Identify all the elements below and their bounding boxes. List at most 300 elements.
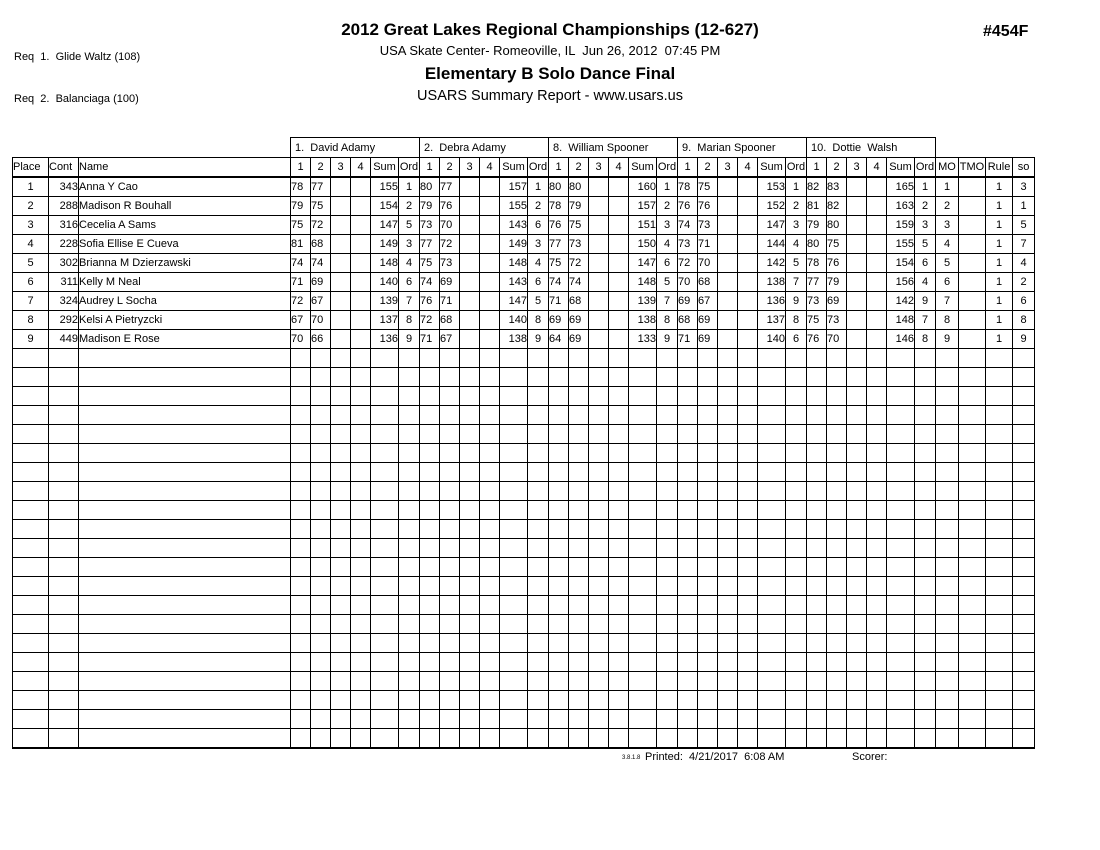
score4-cell xyxy=(351,254,371,273)
score4-cell xyxy=(480,425,500,444)
skater-name-cell xyxy=(79,387,291,406)
ordinal-cell: 6 xyxy=(528,216,549,235)
score2-cell xyxy=(698,577,718,596)
place-cell xyxy=(13,463,49,482)
score2-cell xyxy=(440,349,460,368)
score4-cell xyxy=(867,501,887,520)
score3-cell xyxy=(718,177,738,197)
score1-cell xyxy=(291,634,311,653)
requirement-1: Req 1. Glide Waltz (108) xyxy=(14,51,141,63)
score1-cell: 75 xyxy=(807,311,827,330)
score2-cell xyxy=(827,349,847,368)
score4-cell xyxy=(738,254,758,273)
score3-cell xyxy=(331,273,351,292)
score4-cell xyxy=(867,539,887,558)
ordinal-cell: 7 xyxy=(786,273,807,292)
sum-cell: 138 xyxy=(758,273,786,292)
score2-cell: 80 xyxy=(827,216,847,235)
ordinal-cell: 3 xyxy=(528,235,549,254)
mo-cell xyxy=(936,349,959,368)
score1-cell xyxy=(807,558,827,577)
score1-cell xyxy=(807,615,827,634)
ordinal-cell xyxy=(657,653,678,672)
score3-cell xyxy=(847,558,867,577)
sum-cell xyxy=(887,558,915,577)
sum-cell: 140 xyxy=(500,311,528,330)
sum-cell: 157 xyxy=(500,177,528,197)
score4-cell xyxy=(480,216,500,235)
score1-cell: 71 xyxy=(549,292,569,311)
score4-cell xyxy=(480,558,500,577)
score4-cell xyxy=(738,273,758,292)
column-header-judge5-ord: Ord xyxy=(915,158,936,178)
rule-cell xyxy=(986,691,1013,710)
score3-cell xyxy=(718,368,738,387)
mo-cell xyxy=(936,691,959,710)
skater-name-cell xyxy=(79,406,291,425)
score1-cell xyxy=(678,349,698,368)
score3-cell xyxy=(460,273,480,292)
score3-cell xyxy=(460,634,480,653)
score4-cell xyxy=(351,292,371,311)
score4-cell xyxy=(609,444,629,463)
ordinal-cell xyxy=(786,482,807,501)
score4-cell xyxy=(738,235,758,254)
sum-cell xyxy=(500,387,528,406)
ordinal-cell: 3 xyxy=(915,216,936,235)
sum-cell: 140 xyxy=(371,273,399,292)
score3-cell xyxy=(460,235,480,254)
place-cell xyxy=(13,577,49,596)
sum-cell xyxy=(887,406,915,425)
score1-cell xyxy=(291,387,311,406)
sum-cell: 138 xyxy=(500,330,528,349)
score1-cell: 67 xyxy=(291,311,311,330)
score3-cell xyxy=(718,482,738,501)
ordinal-cell xyxy=(399,691,420,710)
ordinal-cell xyxy=(657,444,678,463)
ordinal-cell xyxy=(399,406,420,425)
sum-cell: 148 xyxy=(629,273,657,292)
score4-cell xyxy=(867,311,887,330)
judge-header-1: 1. David Adamy xyxy=(291,138,420,158)
score1-cell xyxy=(678,615,698,634)
column-header-cont: Cont xyxy=(49,158,79,178)
score3-cell xyxy=(847,729,867,749)
cont-cell: 288 xyxy=(49,197,79,216)
score4-cell xyxy=(480,254,500,273)
mo-cell xyxy=(936,444,959,463)
sum-cell xyxy=(758,558,786,577)
so-cell xyxy=(1013,558,1035,577)
so-cell xyxy=(1013,539,1035,558)
score1-cell xyxy=(678,539,698,558)
score3-cell xyxy=(331,691,351,710)
cont-cell xyxy=(49,406,79,425)
sum-cell xyxy=(371,634,399,653)
ordinal-cell xyxy=(786,444,807,463)
empty-row xyxy=(13,368,1035,387)
column-header-judge2-4: 4 xyxy=(480,158,500,178)
result-row-9 xyxy=(13,330,1035,349)
score1-cell xyxy=(678,691,698,710)
sum-cell xyxy=(887,615,915,634)
score2-cell xyxy=(440,634,460,653)
ordinal-cell: 6 xyxy=(657,254,678,273)
score3-cell xyxy=(460,311,480,330)
score2-cell: 79 xyxy=(827,273,847,292)
score3-cell xyxy=(331,444,351,463)
score4-cell xyxy=(867,729,887,749)
sum-cell xyxy=(887,349,915,368)
score3-cell xyxy=(589,349,609,368)
place-cell: 3 xyxy=(13,216,49,235)
score1-cell xyxy=(549,558,569,577)
score1-cell: 72 xyxy=(678,254,698,273)
place-cell: 4 xyxy=(13,235,49,254)
ordinal-cell xyxy=(786,349,807,368)
sum-cell xyxy=(887,425,915,444)
column-header-judge1-4: 4 xyxy=(351,158,371,178)
score2-cell: 73 xyxy=(827,311,847,330)
empty-row xyxy=(13,539,1035,558)
ordinal-cell xyxy=(786,729,807,749)
result-row-4 xyxy=(13,235,1035,254)
ordinal-cell xyxy=(399,634,420,653)
score3-cell xyxy=(331,653,351,672)
tmo-cell xyxy=(959,520,986,539)
score4-cell xyxy=(351,615,371,634)
score1-cell xyxy=(807,463,827,482)
mo-cell: 3 xyxy=(936,216,959,235)
sum-cell xyxy=(629,729,657,749)
score1-cell: 76 xyxy=(420,292,440,311)
score1-cell xyxy=(420,729,440,749)
score4-cell xyxy=(738,387,758,406)
cont-cell xyxy=(49,520,79,539)
score2-cell: 75 xyxy=(569,216,589,235)
sum-cell xyxy=(500,596,528,615)
score2-cell xyxy=(827,425,847,444)
empty-row xyxy=(13,444,1035,463)
score2-cell xyxy=(569,558,589,577)
sum-cell xyxy=(758,482,786,501)
score1-cell: 71 xyxy=(678,330,698,349)
score2-cell: 69 xyxy=(698,330,718,349)
score1-cell: 75 xyxy=(420,254,440,273)
sum-cell xyxy=(500,539,528,558)
score1-cell xyxy=(291,425,311,444)
cont-cell: 449 xyxy=(49,330,79,349)
score4-cell xyxy=(351,691,371,710)
ordinal-cell xyxy=(657,672,678,691)
ordinal-cell xyxy=(786,596,807,615)
score4-cell xyxy=(480,273,500,292)
score3-cell xyxy=(847,596,867,615)
so-cell: 1 xyxy=(1013,197,1035,216)
score4-cell xyxy=(738,368,758,387)
sum-cell: 147 xyxy=(500,292,528,311)
score1-cell xyxy=(549,672,569,691)
score2-cell xyxy=(827,482,847,501)
result-row-8 xyxy=(13,311,1035,330)
score3-cell xyxy=(847,444,867,463)
score3-cell xyxy=(331,387,351,406)
score4-cell xyxy=(609,577,629,596)
ordinal-cell xyxy=(786,577,807,596)
ordinal-cell xyxy=(786,463,807,482)
empty-row xyxy=(13,729,1035,749)
score1-cell: 80 xyxy=(420,177,440,197)
score1-cell xyxy=(549,539,569,558)
score1-cell xyxy=(807,482,827,501)
sum-cell xyxy=(758,691,786,710)
mo-cell: 9 xyxy=(936,330,959,349)
sum-cell xyxy=(758,672,786,691)
ordinal-cell: 9 xyxy=(657,330,678,349)
score3-cell xyxy=(847,406,867,425)
column-header-judge1-2: 2 xyxy=(311,158,331,178)
score3-cell xyxy=(331,349,351,368)
empty-row xyxy=(13,672,1035,691)
score3-cell xyxy=(847,691,867,710)
score3-cell xyxy=(460,197,480,216)
ordinal-cell: 8 xyxy=(528,311,549,330)
ordinal-cell xyxy=(399,349,420,368)
skater-name-cell xyxy=(79,615,291,634)
mo-cell xyxy=(936,615,959,634)
skater-name-cell: Cecelia A Sams xyxy=(79,216,291,235)
sum-cell: 149 xyxy=(500,235,528,254)
judge-header-4: 9. Marian Spooner xyxy=(678,138,807,158)
score1-cell: 70 xyxy=(678,273,698,292)
score2-cell xyxy=(569,406,589,425)
sum-cell xyxy=(500,729,528,749)
result-row-2 xyxy=(13,197,1035,216)
score2-cell xyxy=(569,710,589,729)
score1-cell xyxy=(678,406,698,425)
sum-cell xyxy=(371,444,399,463)
cont-cell xyxy=(49,425,79,444)
ordinal-cell xyxy=(399,425,420,444)
so-cell xyxy=(1013,615,1035,634)
score4-cell xyxy=(351,177,371,197)
score3-cell xyxy=(589,672,609,691)
sum-cell: 147 xyxy=(629,254,657,273)
event-title: Elementary B Solo Dance Final xyxy=(424,64,676,83)
rule-cell xyxy=(986,463,1013,482)
score2-cell: 67 xyxy=(698,292,718,311)
sum-cell xyxy=(500,653,528,672)
mo-cell: 5 xyxy=(936,254,959,273)
score4-cell xyxy=(738,615,758,634)
cont-cell xyxy=(49,634,79,653)
score4-cell xyxy=(738,672,758,691)
mo-cell xyxy=(936,501,959,520)
sum-cell xyxy=(758,710,786,729)
score2-cell xyxy=(569,387,589,406)
score2-cell xyxy=(827,539,847,558)
score4-cell xyxy=(609,539,629,558)
empty-row xyxy=(13,634,1035,653)
column-header-judge1-1: 1 xyxy=(291,158,311,178)
score2-cell xyxy=(311,406,331,425)
score3-cell xyxy=(718,634,738,653)
score1-cell: 74 xyxy=(291,254,311,273)
score3-cell xyxy=(460,577,480,596)
score1-cell xyxy=(678,425,698,444)
mo-cell xyxy=(936,368,959,387)
ordinal-cell xyxy=(915,577,936,596)
skater-name-cell xyxy=(79,444,291,463)
score4-cell xyxy=(480,177,500,197)
score2-cell: 72 xyxy=(311,216,331,235)
so-cell xyxy=(1013,653,1035,672)
score2-cell xyxy=(311,729,331,749)
score2-cell xyxy=(440,672,460,691)
score1-cell: 73 xyxy=(807,292,827,311)
skater-name-cell: Anna Y Cao xyxy=(79,177,291,197)
skater-name-cell: Brianna M Dzierzawski xyxy=(79,254,291,273)
rule-cell xyxy=(986,501,1013,520)
rule-cell xyxy=(986,425,1013,444)
score3-cell xyxy=(589,235,609,254)
score2-cell xyxy=(569,520,589,539)
score1-cell: 74 xyxy=(549,273,569,292)
score4-cell xyxy=(480,596,500,615)
score4-cell xyxy=(738,539,758,558)
score2-cell xyxy=(440,463,460,482)
column-header-tmo: TMO xyxy=(959,158,986,178)
score4-cell xyxy=(351,634,371,653)
result-row-6 xyxy=(13,273,1035,292)
score1-cell: 81 xyxy=(291,235,311,254)
score3-cell xyxy=(331,672,351,691)
column-header-judge1-3: 3 xyxy=(331,158,351,178)
score1-cell xyxy=(291,577,311,596)
venue-date-line: USA Skate Center- Romeoville, IL Jun 26, 2012 07:45 PM xyxy=(379,43,721,58)
mo-cell xyxy=(936,729,959,749)
score2-cell: 70 xyxy=(311,311,331,330)
ordinal-cell xyxy=(657,482,678,501)
rule-cell xyxy=(986,406,1013,425)
skater-name-cell: Madison E Rose xyxy=(79,330,291,349)
score4-cell xyxy=(351,387,371,406)
score3-cell xyxy=(331,577,351,596)
score1-cell xyxy=(549,596,569,615)
ordinal-cell: 2 xyxy=(786,197,807,216)
score1-cell xyxy=(420,634,440,653)
score3-cell xyxy=(847,273,867,292)
score4-cell xyxy=(867,216,887,235)
sum-cell: 146 xyxy=(887,330,915,349)
ordinal-cell: 2 xyxy=(528,197,549,216)
score1-cell xyxy=(291,368,311,387)
sum-cell xyxy=(887,596,915,615)
score1-cell xyxy=(420,539,440,558)
score1-cell xyxy=(291,729,311,749)
rule-cell xyxy=(986,387,1013,406)
score4-cell xyxy=(609,501,629,520)
score2-cell xyxy=(569,444,589,463)
score4-cell xyxy=(738,463,758,482)
score3-cell xyxy=(589,520,609,539)
column-header-judge3-sum: Sum xyxy=(629,158,657,178)
score2-cell xyxy=(827,634,847,653)
ordinal-cell xyxy=(399,615,420,634)
score2-cell xyxy=(569,596,589,615)
score3-cell xyxy=(331,292,351,311)
score1-cell xyxy=(678,501,698,520)
ordinal-cell: 8 xyxy=(786,311,807,330)
score3-cell xyxy=(460,406,480,425)
score3-cell xyxy=(331,311,351,330)
score1-cell: 80 xyxy=(549,177,569,197)
meet-number: #454F xyxy=(983,23,1029,40)
score3-cell xyxy=(718,444,738,463)
score1-cell: 79 xyxy=(807,216,827,235)
score2-cell: 82 xyxy=(827,197,847,216)
report-header xyxy=(0,20,1100,104)
ordinal-cell: 3 xyxy=(657,216,678,235)
score3-cell xyxy=(847,216,867,235)
score1-cell xyxy=(420,482,440,501)
score2-cell xyxy=(827,615,847,634)
place-cell xyxy=(13,387,49,406)
score2-cell xyxy=(311,501,331,520)
score3-cell xyxy=(460,425,480,444)
score4-cell xyxy=(867,349,887,368)
score3-cell xyxy=(718,235,738,254)
score2-cell: 69 xyxy=(827,292,847,311)
cont-cell xyxy=(49,691,79,710)
scorer-label: Scorer: xyxy=(852,751,888,763)
report-type-line: USARS Summary Report - www.usars.us xyxy=(417,88,683,104)
place-cell xyxy=(13,653,49,672)
score3-cell xyxy=(589,444,609,463)
score2-cell xyxy=(311,539,331,558)
score1-cell xyxy=(291,501,311,520)
sum-cell xyxy=(371,729,399,749)
sum-cell: 147 xyxy=(371,216,399,235)
score2-cell xyxy=(827,672,847,691)
score2-cell xyxy=(440,729,460,749)
score1-cell xyxy=(807,691,827,710)
ordinal-cell xyxy=(657,501,678,520)
so-cell: 5 xyxy=(1013,216,1035,235)
score1-cell: 73 xyxy=(678,235,698,254)
tmo-cell xyxy=(959,273,986,292)
score4-cell xyxy=(351,444,371,463)
score1-cell: 77 xyxy=(549,235,569,254)
score4-cell xyxy=(480,520,500,539)
column-header-judge3-3: 3 xyxy=(589,158,609,178)
sum-cell: 148 xyxy=(371,254,399,273)
score3-cell xyxy=(589,634,609,653)
score1-cell xyxy=(807,425,827,444)
score1-cell xyxy=(549,482,569,501)
ordinal-cell: 1 xyxy=(657,177,678,197)
sum-cell xyxy=(887,729,915,749)
ordinal-cell: 2 xyxy=(915,197,936,216)
ordinal-cell: 9 xyxy=(399,330,420,349)
rule-cell xyxy=(986,634,1013,653)
score4-cell xyxy=(738,177,758,197)
score4-cell xyxy=(351,311,371,330)
score2-cell: 73 xyxy=(569,235,589,254)
score3-cell xyxy=(847,539,867,558)
score2-cell xyxy=(827,710,847,729)
